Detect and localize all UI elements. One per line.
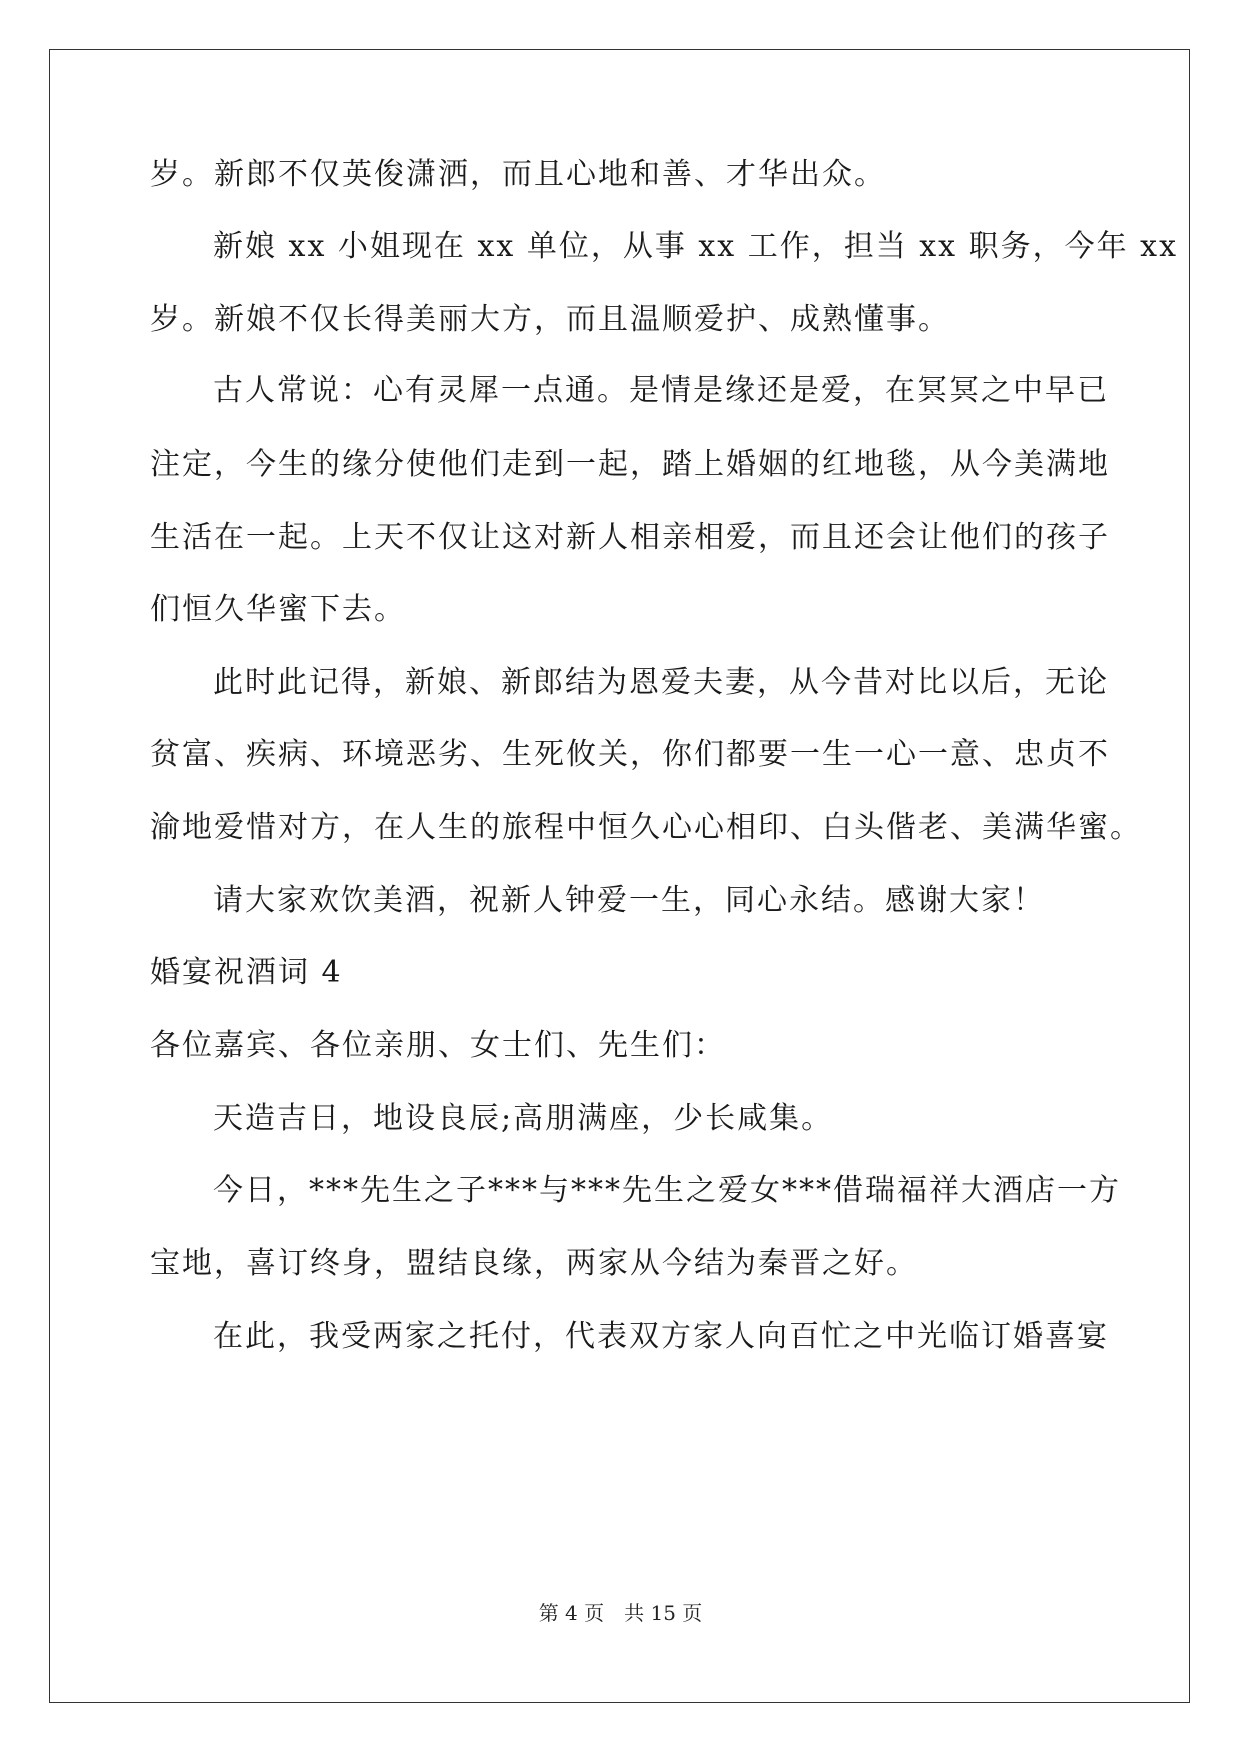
body-line-4: 古人常说：心有灵犀一点通。是情是缘还是爱，在冥冥之中早已: [213, 373, 1109, 408]
salutation: 各位嘉宾、各位亲朋、女士们、先生们：: [150, 1028, 726, 1063]
body-line-8: 此时此记得，新娘、新郎结为恩爱夫妻，从今昔对比以后，无论: [213, 665, 1109, 700]
body-line-16: 宝地，喜订终身，盟结良缘，两家从今结为秦晋之好。: [150, 1246, 918, 1281]
body-line-11: 请大家欢饮美酒，祝新人钟爱一生，同心永结。感谢大家！: [213, 883, 1045, 918]
body-line-7: 们恒久华蜜下去。: [150, 592, 406, 627]
body-line-15: 今日，***先生之子***与***先生之爱女***借瑞福祥大酒店一方: [213, 1173, 1121, 1208]
page-footer: [0, 1600, 1241, 1626]
section-heading: 婚宴祝酒词 4: [150, 955, 343, 990]
body-line-3: 岁。新娘不仅长得美丽大方，而且温顺爱护、成熟懂事。: [150, 302, 950, 337]
body-line-10: 渝地爱惜对方，在人生的旅程中恒久心心相印、白头偕老、美满华蜜。: [150, 810, 1142, 845]
page-number: 第 4 页: [538, 1601, 605, 1625]
body-line-2: 新娘 xx 小姐现在 xx 单位，从事 xx 工作，担当 xx 职务，今年 xx: [213, 229, 1179, 264]
body-line-6: 生活在一起。上天不仅让这对新人相亲相爱，而且还会让他们的孩子: [150, 520, 1110, 555]
body-line-5: 注定，今生的缘分使他们走到一起，踏上婚姻的红地毯，从今美满地: [150, 447, 1110, 482]
body-line-17: 在此，我受两家之托付，代表双方家人向百忙之中光临订婚喜宴: [213, 1319, 1109, 1354]
page-border: [49, 49, 1190, 1703]
body-line-14: 天造吉日，地设良辰;高朋满座，少长咸集。: [213, 1101, 834, 1136]
page-total: 共 15 页: [624, 1601, 703, 1625]
body-line-9: 贫富、疾病、环境恶劣、生死攸关，你们都要一生一心一意、忠贞不: [150, 737, 1110, 772]
body-line-1: 岁。新郎不仅英俊潇洒，而且心地和善、才华出众。: [150, 157, 886, 192]
